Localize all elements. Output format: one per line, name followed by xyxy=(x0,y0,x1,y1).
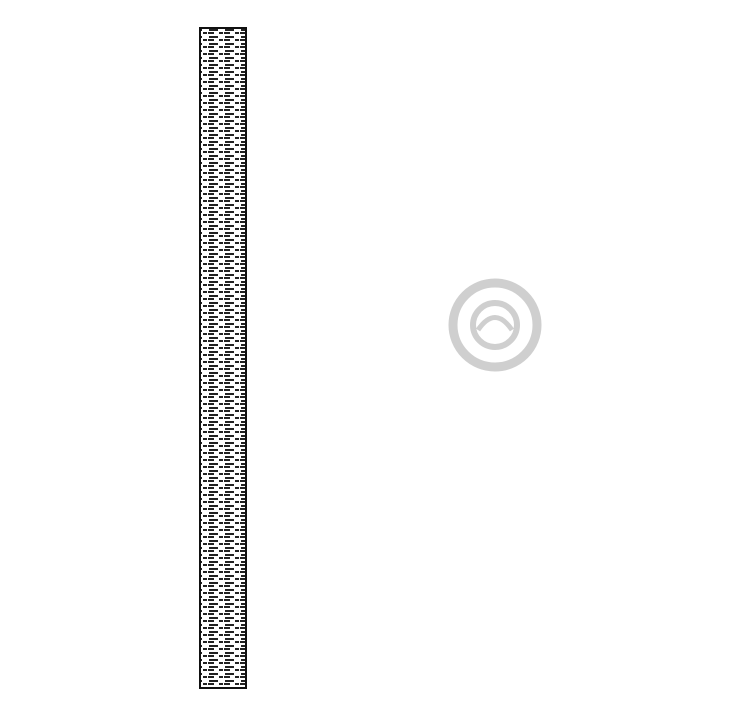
lithology-column xyxy=(200,28,246,688)
footer-watermark-row xyxy=(0,690,752,705)
